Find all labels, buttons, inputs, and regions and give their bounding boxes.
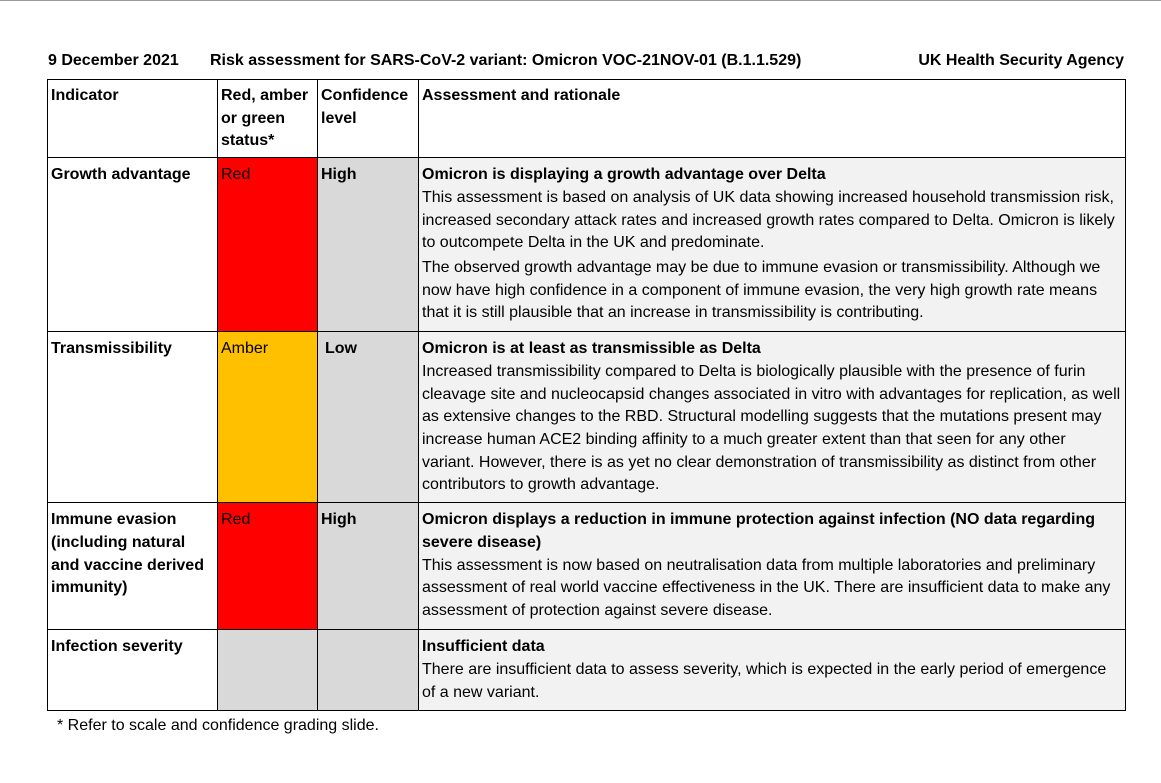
status-cell-amber: Amber	[218, 332, 318, 503]
assessment-paragraph: Increased transmissibility compared to Delta is biologically plausible with the presence of furin cleavage site and nucleocapsid changes associated in vitro with advantages for replication, as well as extensive changes to the RBD. Structural modelling suggests that the mutations present may increase human ACE2 binding affinity to a much greater extent than that seen for any other variant. However, there is as yet no clear demonstration of transmissibility as distinct from other contributors to growth advantage.	[422, 362, 1121, 494]
assessment-paragraph: The observed growth advantage may be due to immune evasion or transmissibility. Although we now have high confidence in a component of immune evasion, the very high growth rate means that it is still plausible that an increase in transmissibility is contributing.	[422, 258, 1101, 322]
risk-assessment-table	[47, 79, 1126, 711]
status-cell-red: Red	[218, 503, 318, 630]
agency-name: UK Health Security Agency	[918, 52, 1124, 69]
status-cell-red: Red	[218, 158, 318, 332]
top-rule	[0, 0, 1161, 1]
indicator-cell: Immune evasion (including natural and vaccine derived immunity)	[48, 503, 218, 630]
column-header-confidence: Confidence level	[318, 80, 419, 158]
page-header	[48, 52, 1124, 72]
indicator-cell: Transmissibility	[48, 332, 218, 503]
confidence-cell	[318, 630, 419, 711]
indicator-cell: Growth advantage	[48, 158, 218, 332]
table-row-infection-severity	[48, 630, 1126, 711]
report-date: 9 December 2021	[48, 52, 179, 69]
confidence-cell: High	[318, 503, 419, 630]
column-header-assessment: Assessment and rationale	[419, 80, 1126, 158]
assessment-cell	[419, 332, 1126, 503]
assessment-cell	[419, 503, 1126, 630]
table-header-row	[48, 80, 1126, 158]
report-title: Risk assessment for SARS-CoV-2 variant: Omicron VOC-21NOV-01 (B.1.1.529)	[210, 52, 802, 69]
confidence-cell: High	[318, 158, 419, 332]
table-row-growth-advantage	[48, 158, 1126, 332]
assessment-heading: Insufficient data	[422, 638, 545, 656]
table-row-transmissibility	[48, 332, 1126, 503]
assessment-paragraph: There are insufficient data to assess severity, which is expected in the early period of emergence of a new variant.	[422, 660, 1107, 701]
confidence-cell: Low	[318, 332, 419, 503]
status-cell-empty	[218, 630, 318, 711]
column-header-status: Red, amber or green status*	[218, 80, 318, 158]
footnote: * Refer to scale and confidence grading slide.	[57, 717, 379, 734]
assessment-heading: Omicron is at least as transmissible as Delta	[422, 340, 761, 358]
assessment-paragraph: This assessment is based on analysis of UK data showing increased household transmission risk, increased secondary attack rates and increased growth rates compared to Delta. Omicron is likely to outcompete Delta in the UK and predominate.	[422, 188, 1115, 252]
column-header-indicator: Indicator	[48, 80, 218, 158]
assessment-paragraph: This assessment is now based on neutralisation data from multiple laboratories and preliminary assessment of real world vaccine effectiveness in the UK. There are insufficient data to make any assessment of protection against severe disease.	[422, 556, 1111, 619]
assessment-cell	[419, 630, 1126, 711]
assessment-cell	[419, 158, 1126, 332]
assessment-heading: Omicron is displaying a growth advantage over Delta	[422, 166, 826, 184]
table-row-immune-evasion	[48, 503, 1126, 630]
indicator-cell: Infection severity	[48, 630, 218, 711]
assessment-heading: Omicron displays a reduction in immune protection against infection (NO data regarding severe disease)	[422, 511, 1095, 551]
